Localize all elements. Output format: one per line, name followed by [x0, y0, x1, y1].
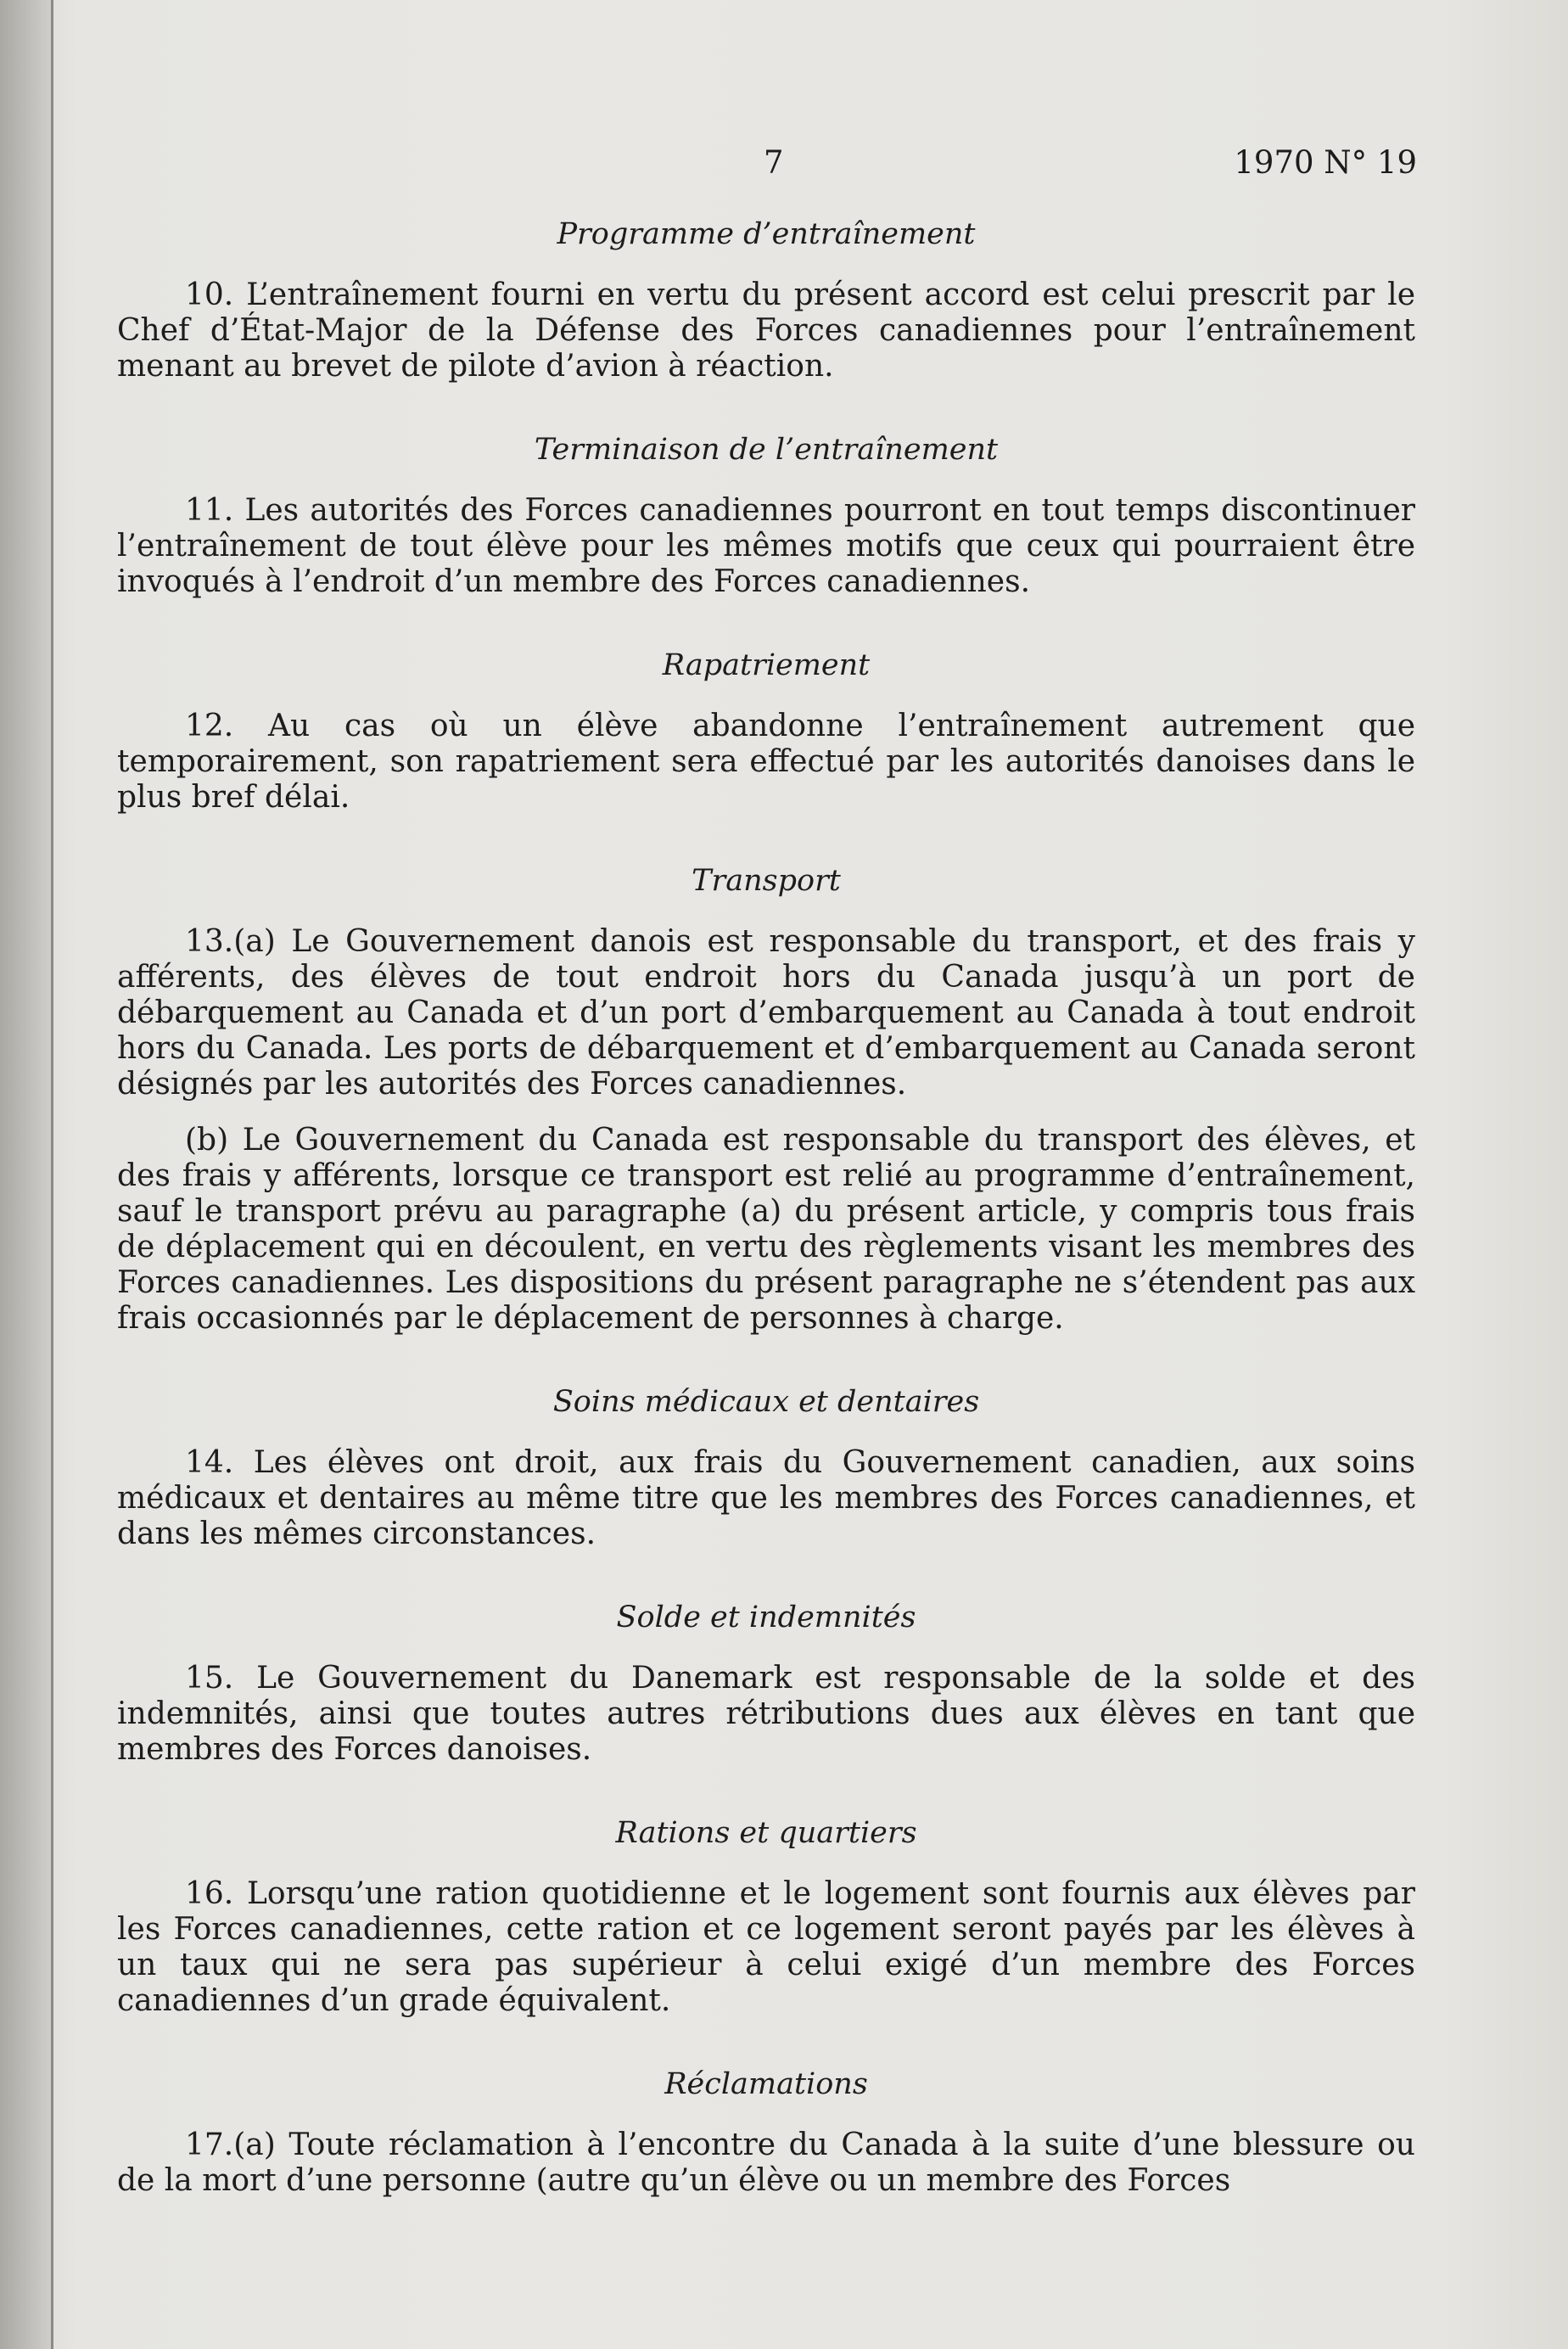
paragraph-13a: 13.(a) Le Gouvernement danois est responsable du transport, et des frais y afférents, des élèves de tout endroit hors du Canada jusqu’à un port de débarquement au Canada et d’un port d’embarquement au Canada à tout endroit hors du Canada. Les ports de débarquement et d’embarquement au Canada seront désignés par les autorités des Forces canadiennes. [117, 924, 1415, 1102]
paragraph-14: 14. Les élèves ont droit, aux frais du Gouvernement canadien, aux soins médicaux et dentaires au même titre que les membres des Forces canadiennes, et dans les mêmes circonstances. [117, 1445, 1415, 1551]
section-title: Terminaison de l’entraînement [534, 433, 999, 467]
section-programme [117, 216, 1415, 384]
paragraph-12: 12. Au cas où un élève abandonne l’entraînement autrement que temporairement, son rapatriement sera effectué par les autorités danoises dans le plus bref délai. [117, 709, 1415, 815]
section-rapatriement [117, 648, 1415, 816]
section-soins [117, 1384, 1415, 1552]
paragraph-13b: (b) Le Gouvernement du Canada est responsable du transport des élèves, et des frais y afférents, lorsque ce transport est relié au programme d’entraînement, sauf le transport prévu au paragraphe (a) du présent article, y compris tous frais de déplacement qui en découlent, en vertu des règlements visant les membres des Forces canadiennes. Les dispositions du présent paragraphe ne s’étendent pas aux frais occasionnés par le déplacement de personnes à charge. [117, 1123, 1415, 1336]
paragraph-17a: 17.(a) Toute réclamation à l’encontre du Canada à la suite d’une blessure ou de la mort d’une personne (autre qu’un élève ou un membre des Forces [117, 2128, 1415, 2198]
section-title: Soins médicaux et dentaires [552, 1385, 980, 1419]
binding-shadow [0, 0, 51, 2349]
paragraph-16: 16. Lorsqu’une ration quotidienne et le logement sont fournis aux élèves par les Forces canadiennes, cette ration et ce logement seront payés par les élèves à un taux qui ne sera pas supérieur à celui exigé d’un membre des Forces canadiennes d’un grade équivalent. [117, 1876, 1415, 2018]
binding-edge [51, 0, 53, 2349]
section-title: Transport [692, 864, 841, 898]
paragraph-15: 15. Le Gouvernement du Danemark est responsable de la solde et des indemnités, ainsi que toutes autres rétributions dues aux élèves en tant que membres des Forces danoises. [117, 1661, 1415, 1767]
paragraph-10: 10. L’entraînement fourni en vertu du présent accord est celui prescrit par le Chef d’État-Major de la Défense des Forces canadiennes pour l’entraînement menant au brevet de pilote d’avion à réaction. [117, 278, 1415, 384]
section-reclamations [117, 2066, 1415, 2199]
act-number: 1970 N° 19 [1234, 144, 1417, 181]
section-solde [117, 1600, 1415, 1768]
section-title: Réclamations [664, 2067, 868, 2101]
paragraph-11: 11. Les autorités des Forces canadiennes pourront en tout temps discontinuer l’entraînement de tout élève pour les mêmes motifs que ceux qui pourraient être invoqués à l’endroit d’un membre des Forces canadiennes. [117, 493, 1415, 599]
section-terminaison [117, 432, 1415, 600]
section-title: Programme d’entraînement [557, 217, 976, 251]
page-number: 7 [764, 144, 784, 181]
section-transport [117, 863, 1415, 1337]
section-rations [117, 1815, 1415, 2019]
section-title: Solde et indemnités [616, 1601, 916, 1634]
section-title: Rations et quartiers [615, 1816, 917, 1850]
document-body [117, 216, 1415, 2246]
section-title: Rapatriement [662, 648, 871, 682]
page-header [119, 144, 1417, 195]
